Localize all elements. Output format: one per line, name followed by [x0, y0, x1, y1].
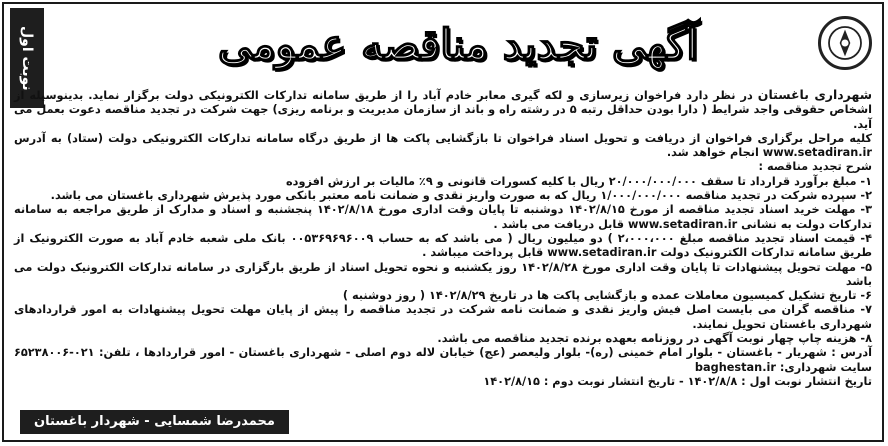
procedure-paragraph [14, 132, 872, 161]
list-item: ۱- مبلغ برآورد قرارداد تا سقف ۲۰/۰۰۰/۰۰۰/۰۰۰ ریال با کلیه کسورات قانونی و ۹٪ مالیات بر ارزش افزوده [285, 174, 872, 188]
first-round-badge: نوبت اول [10, 8, 44, 108]
list-item: ۸- هزینه چاپ چهار نوبت آگهی در روزنامه بعهده برنده تجدید مناقصه می باشد. [437, 332, 872, 346]
notice-body [14, 88, 872, 389]
notice-header [4, 4, 882, 91]
address-line: آدرس : شهریار - باغستان - بلوار امام خمینی (ره)- بلوار ولیعصر (عج) خیابان لاله دوم اصلی - شهرداری باغستان - امور قراردادها ، تلفن: ۰۲۱-۶۵۲۳۸۰۰۶ سایت شهرداری: baghestan.ir [14, 346, 872, 374]
publication-dates: تاریخ انتشار نوبت اول : ۱۴۰۲/۸/۸ - تاریخ انتشار نوبت دوم : ۱۴۰۲/۸/۱۵ [483, 374, 872, 388]
section-title: شرح تجدید مناقصه : [758, 160, 872, 174]
notice-title: آگهی تجدید مناقصه عمومی [217, 20, 698, 69]
list-item: ۲- سپرده شرکت در تجدید مناقصه ۱/۰۰۰/۰۰۰/۰۰۰ ریال که به صورت واریز نقدی و ضمانت نامه معتبر بانکی مورد پذیرش شهرداری باغستان می باشد. [50, 189, 872, 203]
list-item: ۴- قیمت اسناد تجدید مناقصه مبلغ ۲،۰۰۰،۰۰۰ ) دو میلیون ریال ( می باشد که به حساب ۰۰۵۳۶۹۶۹۶۰۰۹ بانک ملی شعبه خادم آباد به صورت الکترونیک از طریق سامانه تدارکات الکترونیک دولت www.setadiran.ir قابل پرداخت میباشد . [14, 231, 872, 260]
procedure-end: انجام خواهد شد. [666, 146, 759, 160]
municipality-name: شهرداری باغستان [757, 87, 872, 102]
municipality-emblem-icon [818, 16, 872, 70]
setadiran-link[interactable]: www.setadiran.ir [762, 146, 872, 160]
intro-paragraph [14, 88, 872, 132]
list-item: ۵- مهلت تحویل پیشنهادات تا پایان وقت اداری مورخ ۱۴۰۲/۸/۲۸ روز یکشنبه و نحوه تحویل اسناد از طریق بارگزاری در سامانه تدارکات الکترونیک دولت می باشد [14, 260, 872, 288]
notice-frame [2, 2, 884, 442]
list-item: ۳- مهلت خرید اسناد تجدید مناقصه از مورخ ۱۴۰۲/۸/۱۵ دوشنبه تا پایان وقت اداری مورخ ۱۴۰۲/۸/۱۸ پنجشنبه و اسناد و مدارک از طریق مراجعه به سامانه تدارکات دولت به نشانی www.setadiran.ir قابل دریافت می باشد . [14, 203, 872, 231]
list-item: ۷- مناقصه گران می بایست اصل فیش واریز نقدی و ضمانت نامه شرکت در تجدید مناقصه را پیش از پایان مهلت تحویل پیشنهادات به امور قراردادهای شهرداری باغستان تحویل نمایند. [14, 303, 872, 331]
list-item: ۶- تاریخ تشکیل کمیسیون معاملات عمده و بازگشایی پاکت ها در تاریخ ۱۴۰۲/۸/۲۹ ( روز دوشنبه ) [342, 289, 872, 303]
procedure-text: کلیه مراحل برگزاری فراخوان از دریافت و تحویل اسناد فراخوان تا بازگشایی پاکت ها از طریق درگاه سامانه تدارکات الکترونیکی دولت (ستاد) به آدرس [14, 131, 872, 145]
intro-text: در نظر دارد فراخوان زیرسازی و لکه گیری معابر خادم آباد را از طریق سامانه تدارکات الکترونیکی دولت برگزار نماید. بدینوسیله از اشخاص حقوقی واجد شرایط ( دارا بودن حداقل رتبه ۵ در رشته راه و باند از سازمان مدیریت و برنامه ریزی) جهت شرکت در تجدید مناقصه دعوت بعمل می آید. [14, 89, 872, 131]
mayor-signature: محمدرضا شمسایی - شهردار باغستان [20, 410, 289, 434]
